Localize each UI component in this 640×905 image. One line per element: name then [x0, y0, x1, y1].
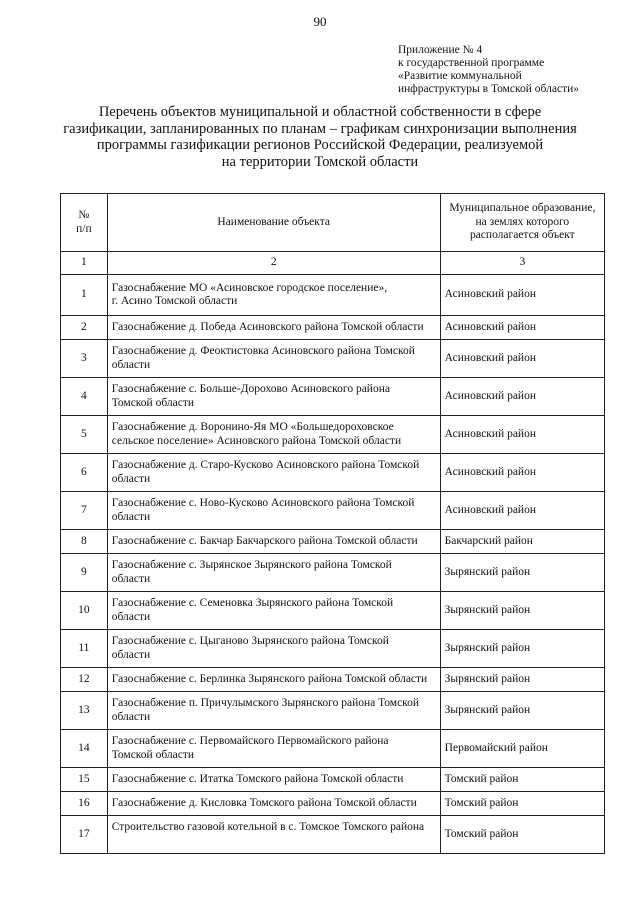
title-line: программы газификации регионов Российской Федерации, реализуемой	[96, 137, 544, 153]
object-name-line: области	[111, 358, 151, 371]
object-name-line: Газоснабжение с. Берлинка Зырянского района Томской области	[111, 672, 428, 685]
header-object-name: Наименование объекта	[107, 194, 440, 252]
object-name-line: г. Асино Томской области	[111, 295, 238, 307]
municipality: Зырянский район	[440, 692, 604, 730]
object-name	[107, 554, 440, 592]
row-number: 14	[61, 730, 108, 768]
row-number: 6	[61, 454, 108, 492]
object-name	[107, 730, 440, 768]
municipality: Томский район	[440, 792, 604, 816]
row-number: 11	[61, 630, 108, 668]
appendix-note	[398, 44, 579, 96]
municipality: Зырянский район	[440, 630, 604, 668]
municipality: Бакчарский район	[440, 530, 604, 554]
municipality: Асиновский район	[440, 492, 604, 530]
object-name	[107, 378, 440, 416]
object-name	[107, 592, 440, 630]
row-number: 3	[61, 340, 108, 378]
object-name-line: Газоснабжение с. Итатка Томского района Томской области	[111, 772, 404, 785]
object-name-line: Газоснабжение д. Старо-Кусково Асиновского района Томской	[111, 459, 420, 471]
object-name	[107, 668, 440, 692]
municipality: Первомайский район	[440, 730, 604, 768]
header-number: № п/п	[61, 194, 108, 252]
object-name-line: Газоснабжение МО «Асиновское городское поселение»,	[111, 281, 388, 294]
title-line: Перечень объектов муниципальной и областной собственности в сфере	[98, 104, 542, 120]
object-name-line: Томской области	[111, 748, 195, 761]
table-row	[61, 454, 605, 492]
row-number: 9	[61, 554, 108, 592]
table-row	[61, 816, 605, 854]
object-name-line: области	[111, 610, 151, 623]
municipality: Зырянский район	[440, 668, 604, 692]
object-name-line: Газоснабжение д. Кисловка Томского района Томской области	[111, 796, 417, 809]
table-row	[61, 730, 605, 768]
object-name	[107, 416, 440, 454]
appendix-line: Приложение № 4	[398, 44, 483, 56]
row-number: 17	[61, 816, 108, 854]
appendix-line: «Развитие коммунальной	[398, 70, 522, 82]
object-name-line: Газоснабжение с. Бакчар Бакчарского района Томской области	[111, 534, 418, 547]
object-name-line: Газоснабжение п. Причулымского Зырянского района Томской	[111, 697, 420, 709]
column-index: 2	[107, 252, 440, 275]
object-name-line: сельское поселение» Асиновского района Томской области	[111, 434, 402, 447]
table-row	[61, 768, 605, 792]
object-name-line: Газоснабжение д. Победа Асиновского района Томской области	[111, 320, 424, 333]
table-row	[61, 275, 605, 316]
document-title	[60, 104, 580, 170]
table-row	[61, 340, 605, 378]
object-name-line: Газоснабжение с. Цыганово Зырянского района Томской	[111, 635, 389, 647]
object-name-line: области	[111, 510, 151, 523]
objects-table	[60, 193, 605, 854]
title-line: газификации, запланированных по планам – графикам синхронизации выполнения	[63, 120, 577, 137]
municipality: Томский район	[440, 768, 604, 792]
object-name	[107, 275, 440, 316]
object-name	[107, 630, 440, 668]
object-name	[107, 340, 440, 378]
object-name	[107, 768, 440, 792]
column-index: 1	[61, 252, 108, 275]
municipality: Асиновский район	[440, 378, 604, 416]
table-row	[61, 316, 605, 340]
municipality: Томский район	[440, 816, 604, 854]
object-name-line: Газоснабжение с. Больше-Дорохово Асиновского района	[111, 383, 390, 395]
object-name	[107, 454, 440, 492]
table-row	[61, 692, 605, 730]
row-number: 2	[61, 316, 108, 340]
municipality: Асиновский район	[440, 340, 604, 378]
object-name-line: Газоснабжение с. Зырянское Зырянского района Томской	[111, 559, 392, 571]
table-row	[61, 378, 605, 416]
object-name-line: Газоснабжение д. Воронино-Яя МО «Большедороховское	[111, 421, 394, 433]
object-name-line: области	[111, 648, 151, 661]
row-number: 13	[61, 692, 108, 730]
municipality: Зырянский район	[440, 592, 604, 630]
table-row	[61, 416, 605, 454]
object-name	[107, 816, 440, 854]
row-number: 10	[61, 592, 108, 630]
municipality: Зырянский район	[440, 554, 604, 592]
appendix-line: инфраструктуры в Томской области»	[398, 83, 579, 95]
row-number: 12	[61, 668, 108, 692]
appendix-line: к государственной программе	[398, 57, 545, 69]
object-name-line: области	[111, 572, 151, 585]
object-name-line: области	[111, 710, 151, 723]
municipality: Асиновский район	[440, 454, 604, 492]
column-index-row	[61, 252, 605, 275]
table-row	[61, 792, 605, 816]
object-name-line	[112, 835, 436, 849]
object-name-line: Газоснабжение с. Ново-Кусково Асиновского района Томской	[111, 497, 415, 509]
object-name-line: Томской области	[111, 396, 195, 409]
object-name	[107, 692, 440, 730]
table-header-row	[61, 194, 605, 252]
municipality: Асиновский район	[440, 275, 604, 316]
object-name-line: Газоснабжение с. Семеновка Зырянского района Томской	[111, 597, 394, 609]
object-name	[107, 530, 440, 554]
object-name	[107, 792, 440, 816]
table-row	[61, 554, 605, 592]
row-number: 8	[61, 530, 108, 554]
object-name	[107, 316, 440, 340]
table-row	[61, 492, 605, 530]
table-row	[61, 530, 605, 554]
object-name-line: Строительство газовой котельной в с. Томское Томского района	[111, 821, 425, 833]
object-name	[107, 492, 440, 530]
object-name-line: Газоснабжение д. Феоктистовка Асиновского района Томской	[111, 345, 415, 357]
row-number: 7	[61, 492, 108, 530]
row-number: 16	[61, 792, 108, 816]
row-number: 15	[61, 768, 108, 792]
object-name-line: области	[111, 472, 151, 485]
object-name-line: Газоснабжение с. Первомайского Первомайского района	[111, 735, 389, 747]
municipality: Асиновский район	[440, 316, 604, 340]
title-line: на территории Томской области	[221, 153, 419, 170]
table-row	[61, 592, 605, 630]
row-number: 1	[61, 275, 108, 316]
table-row	[61, 668, 605, 692]
column-index: 3	[440, 252, 604, 275]
municipality: Асиновский район	[440, 416, 604, 454]
table-row	[61, 630, 605, 668]
header-municipality: Муниципальное образование, на землях которого располагается объект	[440, 194, 604, 252]
row-number: 4	[61, 378, 108, 416]
page-number: 90	[313, 14, 327, 29]
row-number: 5	[61, 416, 108, 454]
